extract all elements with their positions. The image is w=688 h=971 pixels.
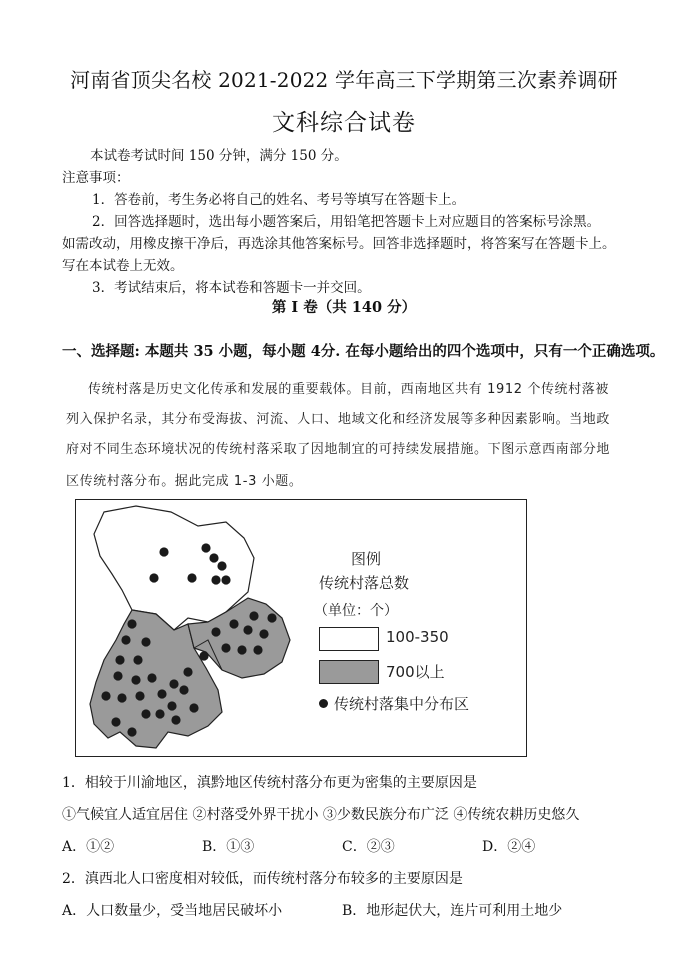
village-cluster-dot — [259, 629, 268, 638]
village-cluster-dot — [179, 685, 188, 694]
village-cluster-dot — [159, 547, 168, 556]
question-1-option-d: D．②④ — [482, 839, 536, 855]
passage-line: 府对不同生态环境状况的传统村落采取了因地制宜的可持续发展措施。下图示意西南部分地 — [66, 442, 611, 457]
village-cluster-dot — [117, 693, 126, 702]
notice-item: 写在本试卷上无效。 — [62, 258, 184, 274]
question-1-stem: 1．相较于川渝地区，滇黔地区传统村落分布更为密集的主要原因是 — [62, 775, 477, 791]
legend-unit: （单位：个） — [314, 603, 398, 619]
village-cluster-dot — [183, 667, 192, 676]
passage-line: 列入保护名录，其分布受海拔、河流、人口、地域文化和经济发展等多种因素影响。当地政 — [66, 412, 611, 427]
village-cluster-dot — [229, 619, 238, 628]
village-cluster-dot — [217, 561, 226, 570]
question-1-option-a: A．①② — [62, 839, 115, 855]
map-graphic — [76, 500, 528, 758]
question-1-statements: ①气候宜人适宜居住 ②村落受外界干扰小 ③少数民族分布广泛 ④传统农耕历史悠久 — [62, 807, 580, 823]
village-cluster-dot — [141, 637, 150, 646]
village-cluster-dot — [101, 691, 110, 700]
village-cluster-dot — [221, 575, 230, 584]
passage-line: 区传统村落分布。据此完成 1-3 小题。 — [66, 474, 303, 489]
village-cluster-dot — [249, 611, 258, 620]
village-cluster-dot — [141, 709, 150, 718]
legend-title: 图例 — [351, 550, 382, 568]
village-cluster-dot — [157, 689, 166, 698]
question-2-option-a: A．人口数量少，受当地居民破坏小 — [62, 903, 283, 919]
legend-subtitle: 传统村落总数 — [319, 574, 410, 592]
village-cluster-dot — [111, 717, 120, 726]
legend-item-dense: 700以上 — [386, 663, 445, 681]
part-heading: 一、选择题: 本题共 35 小题，每小题 4分. 在每小题给出的四个选项中，只有一个正确选项。 — [62, 343, 665, 360]
village-cluster-dot — [221, 643, 230, 652]
village-cluster-dot — [133, 655, 142, 664]
exam-subtitle: 文科综合试卷 — [272, 110, 416, 136]
village-cluster-dot — [127, 619, 136, 628]
notice-label: 注意事项： — [62, 170, 130, 186]
village-cluster-dot — [169, 679, 178, 688]
village-cluster-dot — [209, 553, 218, 562]
village-cluster-dot — [155, 709, 164, 718]
village-cluster-dot — [267, 613, 276, 622]
village-cluster-dot — [243, 625, 252, 634]
legend-swatch-dense — [319, 660, 379, 684]
notice-item: 2．回答选择题时，选出每小题答案后，用铅笔把答题卡上对应题目的答案标号涂黑。 — [92, 214, 601, 230]
village-cluster-dot — [211, 575, 220, 584]
village-cluster-dot — [189, 703, 198, 712]
village-distribution-map — [75, 499, 527, 757]
village-cluster-dot — [187, 573, 196, 582]
village-cluster-dot — [121, 635, 130, 644]
village-cluster-dot — [199, 651, 208, 660]
village-cluster-dot — [253, 645, 262, 654]
notice-item: 1．答卷前，考生务必将自己的姓名、考号等填写在答题卡上。 — [92, 192, 466, 208]
exam-title: 河南省顶尖名校 2021-2022 学年高三下学期第三次素养调研 — [70, 68, 618, 92]
legend-item-sparse: 100-350 — [386, 628, 449, 646]
village-cluster-dot — [171, 715, 180, 724]
village-cluster-dot — [201, 543, 210, 552]
village-cluster-dot — [115, 655, 124, 664]
village-cluster-dot — [237, 645, 246, 654]
village-cluster-dot — [211, 627, 220, 636]
village-cluster-dot — [127, 727, 136, 736]
legend-swatch-sparse — [319, 627, 379, 651]
village-cluster-dot — [131, 675, 140, 684]
village-cluster-dot — [147, 673, 156, 682]
village-cluster-dot — [113, 671, 122, 680]
legend-point-label: 传统村落集中分布区 — [334, 695, 470, 713]
village-cluster-dot — [149, 573, 158, 582]
exam-intro: 本试卷考试时间 150 分钟，满分 150 分。 — [90, 148, 348, 164]
question-2-option-b: B．地形起伏大，连片可利用土地少 — [342, 903, 563, 919]
question-2-stem: 2．滇西北人口密度相对较低，而传统村落分布较多的主要原因是 — [62, 871, 463, 887]
legend-dot-icon — [319, 699, 328, 708]
passage-line: 传统村落是历史文化传承和发展的重要载体。目前，西南地区共有 1912 个传统村落被 — [88, 382, 609, 397]
notice-item: 如需改动，用橡皮擦干净后，再选涂其他答案标号。回答非选择题时，将答案写在答题卡上。 — [62, 236, 616, 252]
village-cluster-dot — [135, 691, 144, 700]
section-title: 第 I 卷（共 140 分） — [271, 299, 417, 316]
village-cluster-dot — [167, 701, 176, 710]
question-1-option-b: B．①③ — [202, 839, 255, 855]
notice-item: 3．考试结束后，将本试卷和答题卡一并交回。 — [92, 280, 371, 296]
question-1-option-c: C．②③ — [342, 839, 395, 855]
